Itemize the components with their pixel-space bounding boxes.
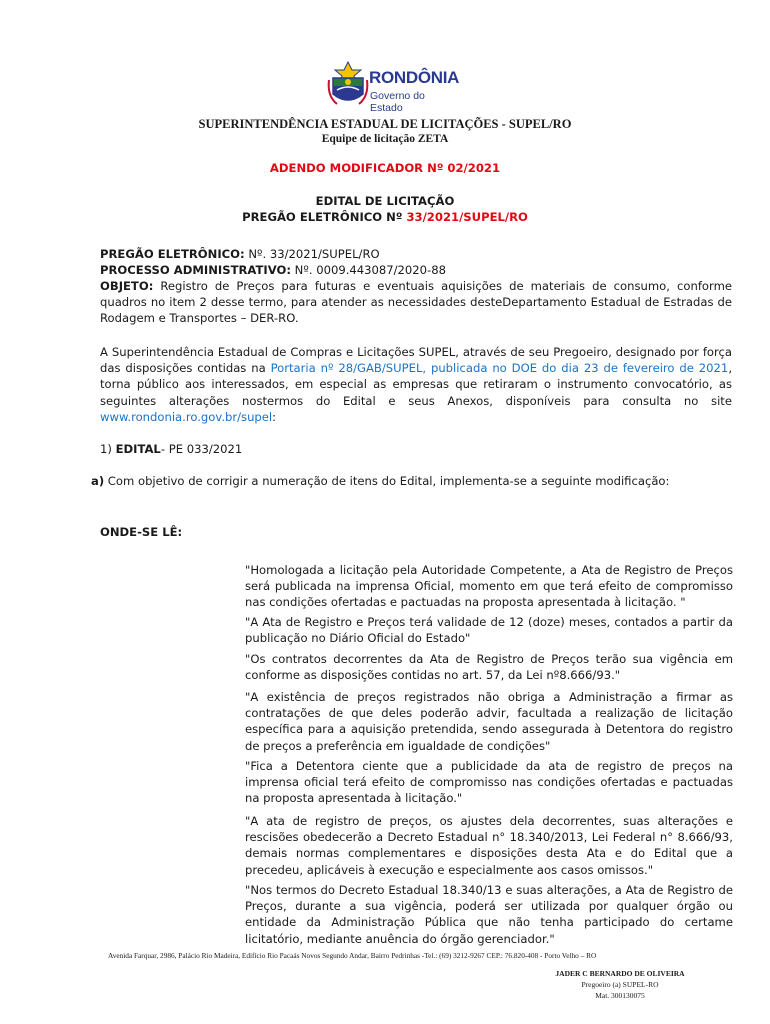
pregao-label: PREGÃO ELETRÔNICO: xyxy=(100,247,245,261)
pregao-line xyxy=(100,247,380,261)
rondonia-logo xyxy=(327,60,460,114)
intro-part2: , torna público aos interessados, em especial as empresas que retiraram o instrumento convocatório, as seguintes alterações nostermos do Edital e seus Anexos, disponíveis para consulta no site xyxy=(100,361,732,408)
quote-decreto: "Nos termos do Decreto Estadual 18.340/13 e suas alterações, a Ata de Registro de Preços, durante a sua vigência, poderá ser utilizada por qualquer órgão ou entidade da Administração Pública que não tenha participado do certame licitatório, mediante anuência do órgão gerenciador." xyxy=(245,883,733,946)
processo-value: Nº. 0009.443087/2020-88 xyxy=(291,263,446,277)
adendo-title: ADENDO MODIFICADOR Nº 02/2021 xyxy=(269,161,501,175)
objeto-paragraph xyxy=(100,278,732,327)
section-label: EDITAL xyxy=(115,442,161,456)
quote-ata: "A ata de registro de preços, os ajustes dela decorrentes, suas alterações e rescisões obedecerão a Decreto Estadual n° 18.340/2013, Lei Federal n° 8.666/93, demais normas complementares e disposições desta Ata e do Edital que a precedeu, aplicáveis à execução e especialmente aos casos omissos." xyxy=(245,814,733,877)
objeto-text: Registro de Preços para futuras e eventuais aquisições de materiais de consumo, conforme quadros no item 2 desse termo, para atender as necessidades desteDepartamento Estadual de Estradas de Rodagem e Transportes – DER-RO. xyxy=(100,279,732,326)
edital-title: EDITAL DE LICITAÇÃO xyxy=(315,194,455,208)
pregao-heading xyxy=(0,210,770,224)
processo-line xyxy=(100,263,446,277)
objeto-label: OBJETO: xyxy=(100,279,154,293)
intro-part1: A Superintendência Estadual de Compras e Licitações SUPEL, através de seu Pregoeiro, designado por força das disposições contidas na xyxy=(100,345,732,376)
section-value: - PE 033/2021 xyxy=(160,442,243,456)
signer-name: JADER C BERNARDO DE OLIVEIRA xyxy=(555,969,685,978)
item-a-label: a) xyxy=(91,474,105,488)
pregao-heading-number: 33/2021/SUPEL/RO xyxy=(406,210,528,224)
footer-address: Avenida Farquar, 2986, Palácio Rio Madeira, Edifício Rio Pacaás Novos Segundo Andar, Bairro Pedrinhas -Tel.: (69) 3212-9267 CEP.: 76.820-408 - Porto Velho – RO xyxy=(108,951,597,960)
logo-subtitle: Governo do Estado xyxy=(370,90,425,114)
intro-part3: : xyxy=(272,409,277,424)
quote-detentora: "Fica a Detentora ciente que a publicidade da ata de registro de preços na imprensa oficial terá efeito de compromisso nas condições ofertadas e pactuadas na proposta apresentada à licitação." xyxy=(245,759,733,806)
signer-role: Pregoeiro (a) SUPEL-RO xyxy=(581,980,659,989)
onde-se-le-heading: ONDE-SE LÊ: xyxy=(100,525,183,539)
agency-name: SUPERINTENDÊNCIA ESTADUAL DE LICITAÇÕES - SUPEL/RO xyxy=(198,117,572,131)
pregao-value: Nº. 33/2021/SUPEL/RO xyxy=(244,247,380,261)
state-coat-of-arms-icon xyxy=(327,60,369,112)
intro-paragraph xyxy=(100,344,732,425)
quote-homologada: "Homologada a licitação pela Autoridade Competente, a Ata de Registro de Preços será publicada na imprensa Oficial, momento em que terá efeito de compromisso nas condições ofertadas e pactuadas na proposta apresentada à licitação. " xyxy=(245,563,733,610)
processo-label: PROCESSO ADMINISTRATIVO: xyxy=(100,263,291,277)
quote-contratos: "Os contratos decorrentes da Ata de Registro de Preços terão sua vigência em conforme as disposições contidas no art. 57, da Lei nº8.666/93." xyxy=(245,652,733,683)
section-number: 1) xyxy=(100,442,116,456)
supel-site-link[interactable]: www.rondonia.ro.gov.br/supel xyxy=(100,409,273,424)
logo-title: RONDÔNIA xyxy=(369,68,460,87)
quote-existencia: "A existência de preços registrados não obriga a Administração a firmar as contratações de que deles poderão advir, facultada a realização de licitação específica para a aquisição pretendida, sendo assegurada à Detentora do registro de preços a preferência em igualdade de condições" xyxy=(245,690,733,753)
team-name: Equipe de licitação ZETA xyxy=(321,133,449,145)
signer-mat: Mat. 300130075 xyxy=(595,991,645,1000)
item-a xyxy=(91,474,669,488)
quote-validade: "A Ata de Registro e Preços terá validade de 12 (doze) meses, contados a partir da publicação no Diário Oficial do Estado" xyxy=(245,615,733,646)
pregao-heading-prefix: PREGÃO ELETRÔNICO Nº xyxy=(242,210,407,224)
portaria-link[interactable]: Portaria nº 28/GAB/SUPEL, publicada no DOE do dia 23 de fevereiro de 2021 xyxy=(270,361,729,376)
item-a-text: Com objetivo de corrigir a numeração de itens do Edital, implementa-se a seguinte modificação: xyxy=(104,474,670,488)
section-edital xyxy=(100,442,242,456)
